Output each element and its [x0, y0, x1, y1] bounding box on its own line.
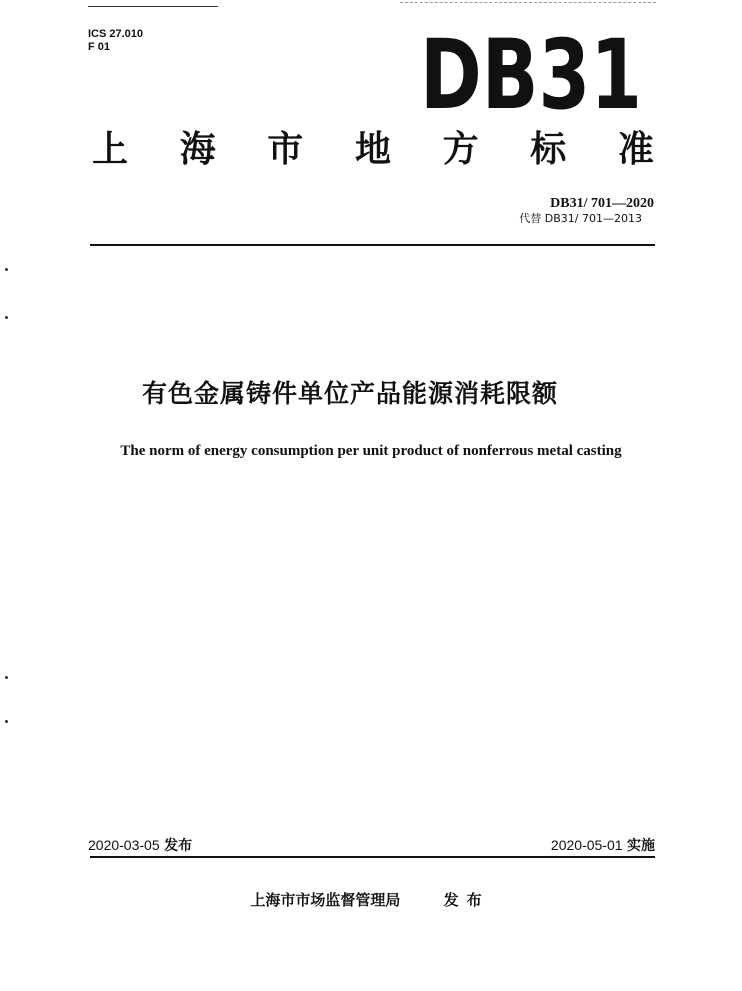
classification-codes: [88, 28, 143, 54]
top-rule: [88, 6, 218, 7]
issue-label: 发布: [164, 838, 193, 854]
standard-type-char: 标: [530, 129, 567, 170]
date-row: [88, 836, 655, 855]
standard-type-char: 准: [617, 129, 654, 170]
ics-code: ICS 27.010: [88, 28, 144, 40]
scan-mark: [5, 316, 8, 319]
top-rule-dashed: [400, 2, 656, 3]
db31-logo: [418, 19, 644, 131]
scan-mark: [5, 676, 8, 679]
effective-label: 实施: [627, 838, 655, 854]
publish-label: 发布: [443, 891, 490, 909]
standard-type-char: 方: [442, 129, 479, 170]
effective-date-group: [551, 836, 655, 855]
standard-type-char: 地: [354, 129, 391, 170]
standard-type-char: 市: [267, 129, 304, 170]
issue-date: 2020-03-05: [88, 837, 160, 853]
scan-mark: [5, 268, 8, 271]
standard-type-char: 海: [179, 129, 216, 170]
issue-date-group: [88, 836, 192, 855]
svg-text:DB31: DB31: [420, 19, 642, 131]
header-divider: [90, 244, 655, 246]
standard-type-char: 上: [91, 129, 128, 170]
standard-number: DB31/ 701—2020: [550, 196, 654, 211]
document-title-english: The norm of energy consumption per unit product of nonferrous metal casting: [120, 443, 622, 459]
ccs-code: F 01: [88, 41, 111, 53]
replaces-standard: 代替 DB31/ 701—2013: [519, 212, 642, 225]
standard-type-title: [88, 128, 658, 172]
scan-mark: [5, 720, 8, 723]
effective-date: 2020-05-01: [550, 837, 623, 853]
issuing-authority: 上海市市场监督管理局: [250, 891, 401, 909]
issuer-row: [0, 890, 740, 910]
footer-divider: [90, 856, 655, 858]
document-title-chinese: 有色金属铸件单位产品能源消耗限额: [141, 379, 558, 408]
